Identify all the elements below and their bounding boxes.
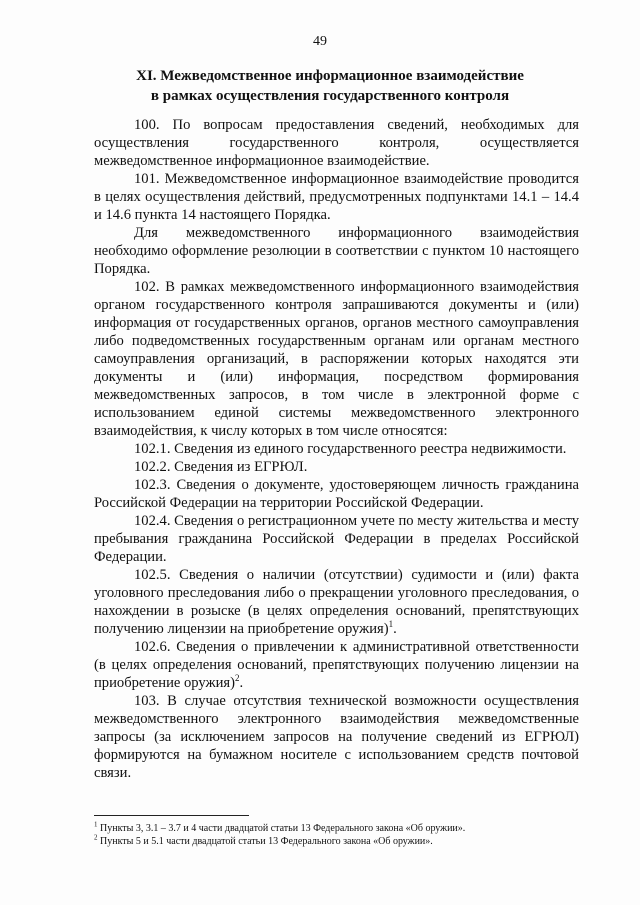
paragraph-102: 102. В рамках межведомственного информационного взаимодействия органом государственного контроля запрашиваются документы и (или) информация от государственных органов, органов местного самоуправления либо подведомственных государственным органам или органам местного самоуправления организаций, в распоряжении которых находятся эти документы и (или) информация, посредством формирования межведомственных запросов, в том числе в электронной форме с использованием единой системы межведомственного электронного взаимодействия, к числу которых в том числе относятся: <box>94 279 579 439</box>
footnote-divider <box>94 815 249 816</box>
paragraph-100: 100. По вопросам предоставления сведений, необходимых для осуществления государственного контроля, осуществляется межведомственное информационное взаимодействие. <box>94 117 579 169</box>
footnotes <box>94 822 594 848</box>
paragraph-102-5: 102.5. Сведения о наличии (отсутствии) судимости и (или) факта уголовного преследования либо о прекращении уголовного преследования, о нахождении в розыске (в целях определения оснований, препятствующих получению лицензии на приобретение оружия)$^1$. <box>94 567 579 637</box>
footnote-1: $^1$ Пункты 3, 3.1 – 3.7 и 4 части двадцатой статьи 13 Федерального закона «Об оружии». <box>94 820 466 834</box>
footnote-2: $^2$ Пункты 5 и 5.1 части двадцатой статьи 13 Федерального закона «Об оружии». <box>94 833 433 847</box>
paragraph-102-6: 102.6. Сведения о привлечении к административной ответственности (в целях определения оснований, препятствующих получению лицензии на приобретение оружия)$^2$. <box>94 639 579 691</box>
paragraph-102-1: 102.1. Сведения из единого государственного реестра недвижимости. <box>134 441 567 457</box>
section-title-line-2: в рамках осуществления государственного контроля <box>150 88 510 104</box>
document-body <box>94 116 579 782</box>
paragraph-101: 101. Межведомственное информационное взаимодействие проводится в целях осуществления действий, предусмотренных подпунктами 14.1 – 14.4 и 14.6 пункта 14 настоящего Порядка. <box>94 171 579 223</box>
paragraph-103: 103. В случае отсутствия технической возможности осуществления межведомственного электронного взаимодействия межведомственные запросы (за исключением запросов на получение сведений из ЕГРЮЛ) формируются на бумажном носителе с использованием средств почтовой связи. <box>94 693 579 781</box>
footnote-ref-1: 1 <box>388 619 394 630</box>
section-title <box>60 66 600 106</box>
paragraph-102-3: 102.3. Сведения о документе, удостоверяющем личность гражданина Российской Федерации на территории Российской Федерации. <box>94 477 579 511</box>
paragraph-102-4: 102.4. Сведения о регистрационном учете по месту жительства и месту пребывания гражданина Российской Федерации в пределах Российской Федерации. <box>94 513 579 565</box>
section-title-line-1: XI. Межведомственное информационное взаимодействие <box>136 68 524 84</box>
paragraph-101-note: Для межведомственного информационного взаимодействия необходимо оформление резолюции в соответствии с пунктом 10 настоящего Порядка. <box>94 225 579 277</box>
paragraph-102-2: 102.2. Сведения из ЕГРЮЛ. <box>134 459 308 475</box>
page-number: 49 <box>313 34 327 49</box>
footnote-ref-2: 2 <box>235 673 240 684</box>
